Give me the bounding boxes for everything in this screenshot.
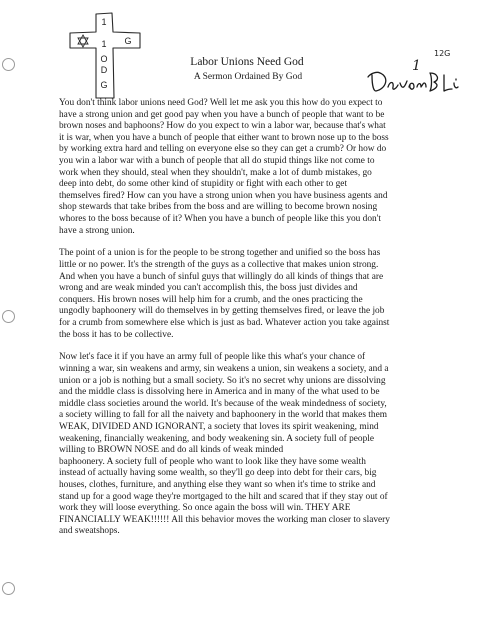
page-number: 1: [412, 58, 421, 74]
binder-hole: [2, 58, 15, 71]
cross-logo: [62, 10, 152, 102]
body-paragraph: The point of a union is for the people to be strong together and unified so the boss has little or no power. It's the strength of the guys as a collective that makes union strong. And when you have a bunch of sinful guys that willingly do all kinds of things that are wrong and are weak minded you can't accomplish this, the boss just divides and conquers. His brown noses will help him for a crumb, and the ones practicing the ungodly baphoonery will do themselves in by getting themselves fired, or leave the job for a crumb from somewhere else which is just as bad. Whatever action you take against the boss it has to be collective.: [59, 248, 390, 340]
binder-hole: [2, 310, 15, 323]
star-of-david-icon: [78, 35, 88, 47]
handwritten-signature: [366, 65, 462, 95]
cross-letter: D: [100, 65, 108, 75]
document-title: Labor Unions Need God: [190, 56, 304, 68]
cross-letter: 1: [101, 39, 107, 49]
document-body: [59, 98, 489, 549]
cross-letter: G: [100, 80, 108, 90]
handwritten-number: 12G: [434, 49, 451, 58]
cross-letter: 1: [101, 17, 107, 27]
cross-letter: O: [100, 54, 108, 64]
body-paragraph: You don't think labor unions need God? Well let me ask you this how do you expect to have a strong union and get good pay when you have a bunch of people that want to be brown noses and baphoons? How do you expect to win a labor war, because that's what it is war, when you have a bunch of people that either want to brown nose up to the boss by working extra hard and telling on everyone else so they can get a crumb? Or how do you win a labor war with a bunch of people that all do stupid things like not come to work when they should, steal when they shouldn't, make a lot of dumb mistakes, go deep into debt, do some other kind of stupidity or fight with each other to get themselves fired? How can you have a strong union when you have business agents and shop stewards that take bribes from the boss and are willing to become brown nosing whores to the boss because of it? When you have a bunch of people like this you don't have a strong union.: [59, 98, 389, 236]
binder-hole: [2, 582, 15, 595]
document-subtitle: A Sermon Ordained By God: [193, 72, 303, 82]
body-paragraph: Now let's face it if you have an army full of people like this what's your chance of winning a war, sin weakens and army, sin weakens a union, sin weakens a society, and a union or a job is nothing but a small society. So it's no secret why unions are dissolving and the middle class is dissolving here in America and in many of the what used to be middle class societies around the world. It's because of the weak mindedness of society, a society willing to fall for all the naivety and baphoonery in the world that makes them WEAK, DIVIDED AND IGNORANT, a society that loves its spirit weakening, mind weakening, financially weakening, and body weakening sin. A society full of people willing to BROWN NOSE and do all kinds of weak minded baphoonery. A society full of people who want to look like they have some wealth instead of actually having some wealth, so they'll go deep into debt for their cars, big houses, clothes, furniture, and anything else they want so when it's time to strike and stand up for a good wage they're mortgaged to the hilt and scared that if they stay out of work they will loose everything. So once again the boss will win. THEY ARE FINANCIALLY WEAK!!!!!! All this behavior moves the working man closer to slavery and sweatshops.: [59, 352, 390, 537]
cross-letter: G: [124, 36, 132, 46]
